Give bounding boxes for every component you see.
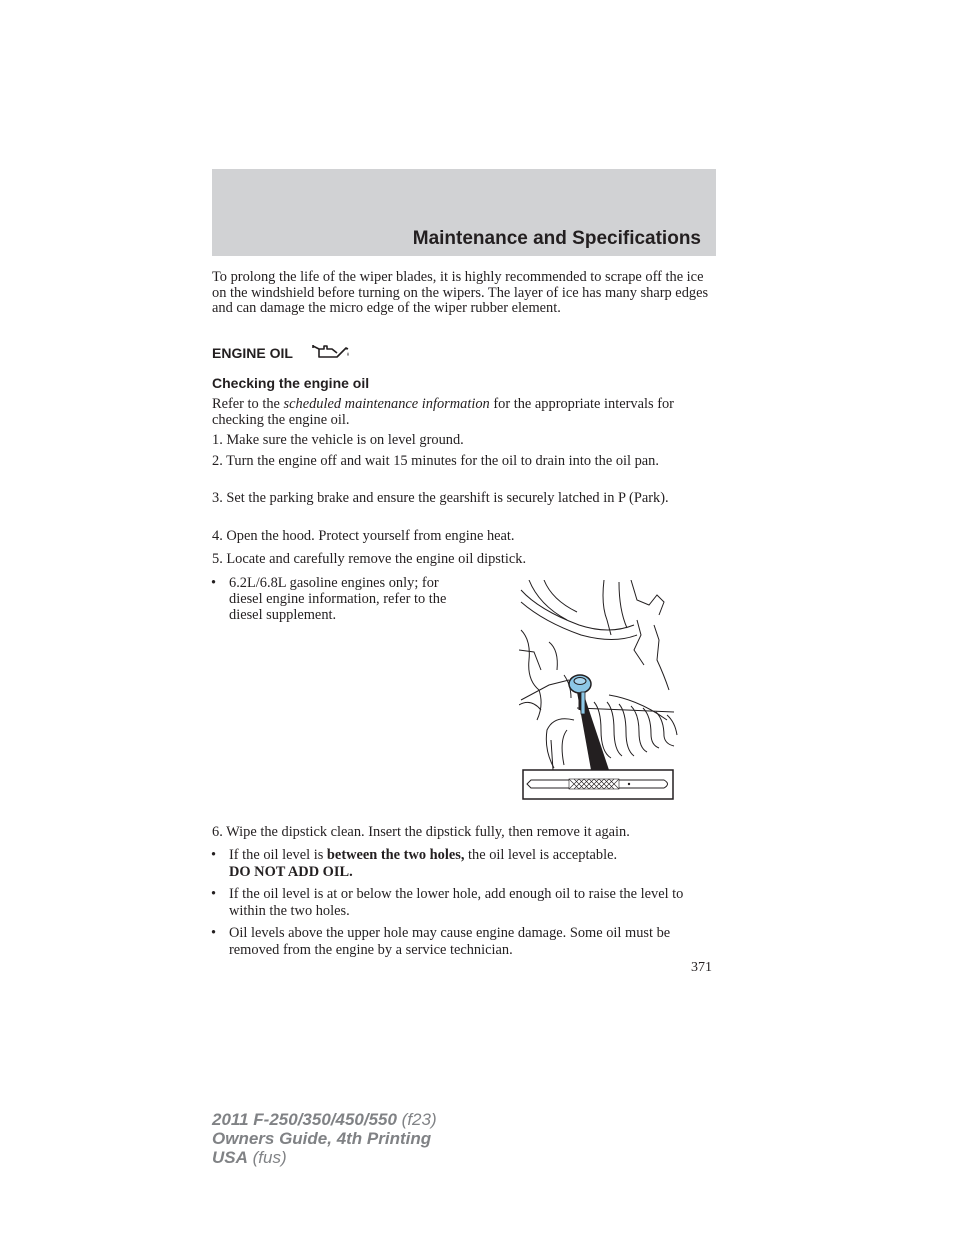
footer-edition: Owners Guide, 4th Printing: [212, 1129, 432, 1148]
engine-note-item: [211, 575, 457, 623]
bullet-glyph: •: [211, 886, 217, 902]
bullet-1-suffix: the oil level is acceptable.: [464, 847, 618, 863]
footer-model-code: (f23): [396, 1110, 437, 1129]
step-4: 4. Open the hood. Protect yourself from engine heat.: [212, 528, 515, 544]
intro-paragraph: To prolong the life of the wiper blades, it is highly recommended to scrape off the ice on the windshield before turning on the wipers. The layer of ice has many sharp edges and can damage the micro edge of the wiper rubber element.: [212, 269, 709, 317]
bullet-item-3: [211, 925, 719, 958]
bullet-glyph: •: [211, 575, 217, 591]
section-heading: ENGINE OIL: [212, 345, 293, 361]
step-6: 6. Wipe the dipstick clean. Insert the dipstick fully, then remove it again.: [212, 824, 630, 840]
footer-line-1: [212, 1110, 437, 1129]
bullet-1-emphasis: between the two holes,: [326, 847, 465, 863]
dipstick-illustration: [519, 580, 679, 802]
step-1: 1. Make sure the vehicle is on level ground.: [212, 432, 464, 448]
step-5: 5. Locate and carefully remove the engine oil dipstick.: [212, 551, 527, 567]
step-3: 3. Set the parking brake and ensure the gearshift is securely latched in P (Park).: [212, 490, 669, 506]
refer-prefix: Refer to the: [212, 396, 284, 412]
bullet-glyph: •: [211, 925, 217, 941]
footer-market-code: (fus): [247, 1148, 287, 1167]
page-title: Maintenance and Specifications: [412, 228, 701, 249]
oil-can-icon: [310, 342, 350, 360]
footer-market: USA: [212, 1148, 248, 1167]
page-number: 371: [691, 960, 712, 975]
subsection-heading: Checking the engine oil: [212, 375, 370, 391]
bullet-item-1: [211, 847, 719, 880]
header-band: [212, 169, 716, 256]
footer-model: 2011 F-250/350/450/550: [212, 1110, 397, 1129]
footer-line-2: [212, 1129, 437, 1148]
footer: [212, 1110, 437, 1167]
do-not-add-oil-warning: DO NOT ADD OIL.: [229, 863, 353, 880]
refer-suffix: for the appropriate intervals for checking the engine oil.: [212, 396, 674, 428]
bullet-3-text: Oil levels above the upper hole may cause engine damage. Some oil must be removed from the engine by a service technician.: [229, 925, 671, 958]
footer-line-3: [212, 1148, 437, 1167]
bullet-2-text: If the oil level is at or below the lower hole, add enough oil to raise the level to within the two holes.: [229, 886, 684, 919]
bullet-item-2: [211, 886, 719, 919]
step-2: 2. Turn the engine off and wait 15 minutes for the oil to drain into the oil pan.: [212, 453, 659, 469]
engine-note-text: 6.2L/6.8L gasoline engines only; for diesel engine information, refer to the diesel supplement.: [229, 575, 447, 623]
bullet-glyph: •: [211, 847, 217, 863]
refer-paragraph: [212, 397, 718, 428]
scheduled-maintenance-reference: scheduled maintenance information: [283, 396, 490, 412]
bullet-1-prefix: If the oil level is: [229, 847, 327, 863]
